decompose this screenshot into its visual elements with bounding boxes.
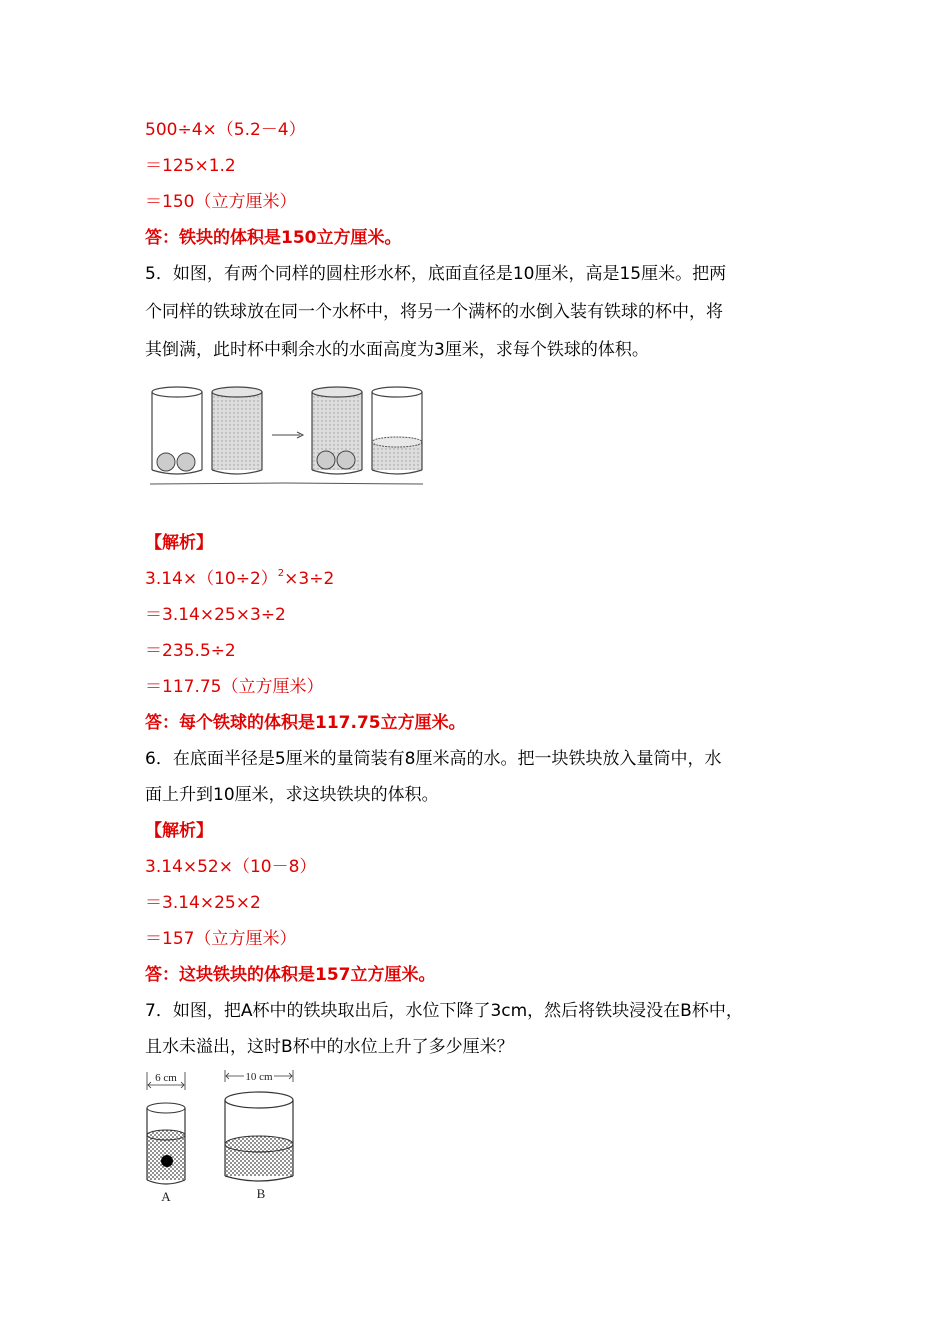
calc-line: 500÷4×（5.2－4） [145, 120, 306, 140]
question-5-line-2: 个同样的铁球放在同一个水杯中，将另一个满杯的水倒入装有铁球的杯中，将 [145, 302, 723, 322]
question-6-line-2: 面上升到10厘米，求这块铁块的体积。 [145, 785, 439, 805]
cup-with-balls [152, 387, 202, 474]
arrow-icon [272, 432, 303, 438]
question-7-figure [140, 1068, 310, 1208]
calc-line: ＝125×1.2 [145, 156, 236, 176]
cup-a-width-label: 6 cm [155, 1072, 177, 1084]
calc-line: $3.14\times(10\div 2)^2\times 3\div 2$ [145, 568, 335, 589]
question-7-line-1: 7．如图，把A杯中的铁块取出后，水位下降了3cm，然后将铁块浸没在B杯中， [145, 1001, 743, 1021]
question-6-line-1: 6．在底面半径是5厘米的量筒装有8厘米高的水。把一块铁块放入量筒中，水 [145, 749, 722, 769]
calc-line: ＝3.14×25×2 [145, 893, 261, 913]
calc-line: ＝3.14×25×3÷2 [145, 605, 286, 625]
question-5-line-3: 其倒满，此时杯中剩余水的水面高度为3厘米，求每个铁球的体积。 [145, 340, 649, 360]
question-7-line-2: 且水未溢出，这时B杯中的水位上升了多少厘米？ [145, 1037, 514, 1057]
full-cup-with-balls [312, 387, 362, 474]
analysis-label: 【解析】 [145, 821, 213, 841]
calc-line: ＝150（立方厘米） [145, 192, 297, 212]
answer-line: 答：这块铁块的体积是157立方厘米。 [145, 965, 436, 985]
iron-block [161, 1155, 173, 1167]
calc-line: ＝235.5÷2 [145, 641, 236, 661]
question-5-figure [145, 380, 425, 490]
cup-b-width-label: 10 cm [245, 1071, 273, 1083]
question-5-line-1: 5．如图，有两个同样的圆柱形水杯，底面直径是10厘米，高是15厘米。把两 [145, 264, 727, 284]
cup-b-label: B [256, 1186, 266, 1201]
cup-remaining-water [372, 387, 422, 474]
cup-a-label: A [161, 1189, 171, 1204]
calc-line: 3.14×52×（10－8） [145, 857, 317, 877]
full-cup [212, 387, 262, 474]
analysis-label: 【解析】 [145, 533, 213, 553]
answer-line: 答：铁块的体积是150立方厘米。 [145, 228, 402, 248]
calc-line: ＝157（立方厘米） [145, 929, 297, 949]
answer-line: 答：每个铁球的体积是117.75立方厘米。 [145, 713, 466, 733]
cup-a [147, 1072, 185, 1204]
calc-line: ＝117.75（立方厘米） [145, 677, 324, 697]
cup-b [225, 1069, 293, 1201]
